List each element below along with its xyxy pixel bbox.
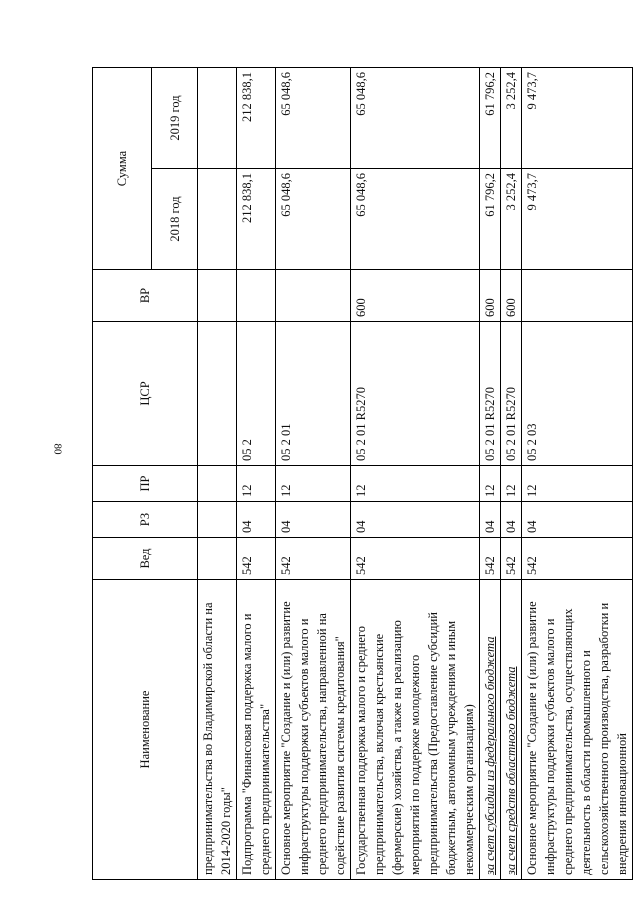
table-row xyxy=(351,68,480,880)
header-name: Наименование xyxy=(93,580,198,880)
table-row xyxy=(237,68,276,880)
cell-y2018: 65 048,6 xyxy=(351,169,480,270)
cell-rz: 04 xyxy=(480,502,501,538)
cell-name: за счет средств областного бюджета xyxy=(501,580,522,880)
header-sum: Сумма xyxy=(93,68,152,270)
cell-ved xyxy=(198,538,237,580)
cell-y2019 xyxy=(198,68,237,169)
cell-name: предпринимательства во Владимирской области на 2014-2020 годы" xyxy=(198,580,237,880)
cell-vr: 600 xyxy=(351,270,480,322)
table-row xyxy=(276,68,351,880)
header-rz: РЗ xyxy=(93,502,198,538)
cell-ved: 542 xyxy=(276,538,351,580)
page-number: 80 xyxy=(51,443,64,455)
cell-pr: 12 xyxy=(276,466,351,502)
table-row xyxy=(480,68,501,880)
header-csr: ЦСР xyxy=(93,322,198,466)
cell-csr: 05 2 01 xyxy=(276,322,351,466)
cell-y2019: 3 252,4 xyxy=(501,68,522,169)
cell-vr xyxy=(522,270,633,322)
table-row xyxy=(198,68,237,880)
cell-ved: 542 xyxy=(480,538,501,580)
table-row xyxy=(501,68,522,880)
cell-y2019: 65 048,6 xyxy=(276,68,351,169)
cell-csr: 05 2 xyxy=(237,322,276,466)
cell-y2018: 61 796,2 xyxy=(480,169,501,270)
cell-rz: 04 xyxy=(501,502,522,538)
cell-name: Государственная поддержка малого и среднего предпринимательства, включая крестьянские (фермерские) хозяйства, а также на реализацию мероприятий по поддержке молодежного предпринимательства (Предоставление субсидий бюджетным, автономным учреждениям и иным некоммерческим организациям) xyxy=(351,580,480,880)
cell-name: Подпрограмма "Финансовая поддержка малого и среднего предпринимательства" xyxy=(237,580,276,880)
cell-name: Основное мероприятие "Создание и (или) развитие инфраструктуры поддержки субъектов малого и среднего предпринимательства, осуществляющих деятельность в области промышленного и сельскохозяйственного производства, разработки и внедрения инновационной xyxy=(522,580,633,880)
cell-y2019: 65 048,6 xyxy=(351,68,480,169)
cell-vr xyxy=(276,270,351,322)
cell-csr: 05 2 01 R5270 xyxy=(351,322,480,466)
header-2018: 2018 год xyxy=(152,169,198,270)
cell-pr: 12 xyxy=(237,466,276,502)
cell-pr: 12 xyxy=(351,466,480,502)
cell-csr xyxy=(198,322,237,466)
header-vr: ВР xyxy=(93,270,198,322)
cell-name: Основное мероприятие "Создание и (или) развитие инфраструктуры поддержки субъектов малого и среднего предпринимательства, направленной на содействие развития системы кредитования" xyxy=(276,580,351,880)
cell-y2019: 212 838,1 xyxy=(237,68,276,169)
header-2019: 2019 год xyxy=(152,68,198,169)
header-ved: Вед xyxy=(93,538,198,580)
cell-y2018: 3 252,4 xyxy=(501,169,522,270)
budget-table xyxy=(92,67,633,880)
cell-rz: 04 xyxy=(522,502,633,538)
cell-y2018: 65 048,6 xyxy=(276,169,351,270)
table-body xyxy=(198,68,633,880)
cell-y2019: 9 473,7 xyxy=(522,68,633,169)
rotated-page xyxy=(92,68,629,880)
table-row xyxy=(522,68,633,880)
cell-rz: 04 xyxy=(351,502,480,538)
cell-pr xyxy=(198,466,237,502)
cell-vr xyxy=(198,270,237,322)
cell-ved: 542 xyxy=(501,538,522,580)
cell-ved: 542 xyxy=(522,538,633,580)
cell-csr: 05 2 01 R5270 xyxy=(501,322,522,466)
cell-rz: 04 xyxy=(276,502,351,538)
cell-y2018: 9 473,7 xyxy=(522,169,633,270)
cell-y2018 xyxy=(198,169,237,270)
cell-vr xyxy=(237,270,276,322)
cell-ved: 542 xyxy=(237,538,276,580)
cell-vr: 600 xyxy=(501,270,522,322)
cell-vr: 600 xyxy=(480,270,501,322)
cell-ved: 542 xyxy=(351,538,480,580)
cell-rz: 04 xyxy=(237,502,276,538)
header-pr: ПР xyxy=(93,466,198,502)
cell-pr: 12 xyxy=(501,466,522,502)
cell-pr: 12 xyxy=(522,466,633,502)
cell-y2019: 61 796,2 xyxy=(480,68,501,169)
cell-y2018: 212 838,1 xyxy=(237,169,276,270)
cell-name: за счет субсидии из федерального бюджета xyxy=(480,580,501,880)
cell-pr: 12 xyxy=(480,466,501,502)
cell-csr: 05 2 01 R5270 xyxy=(480,322,501,466)
cell-csr: 05 2 03 xyxy=(522,322,633,466)
cell-rz xyxy=(198,502,237,538)
